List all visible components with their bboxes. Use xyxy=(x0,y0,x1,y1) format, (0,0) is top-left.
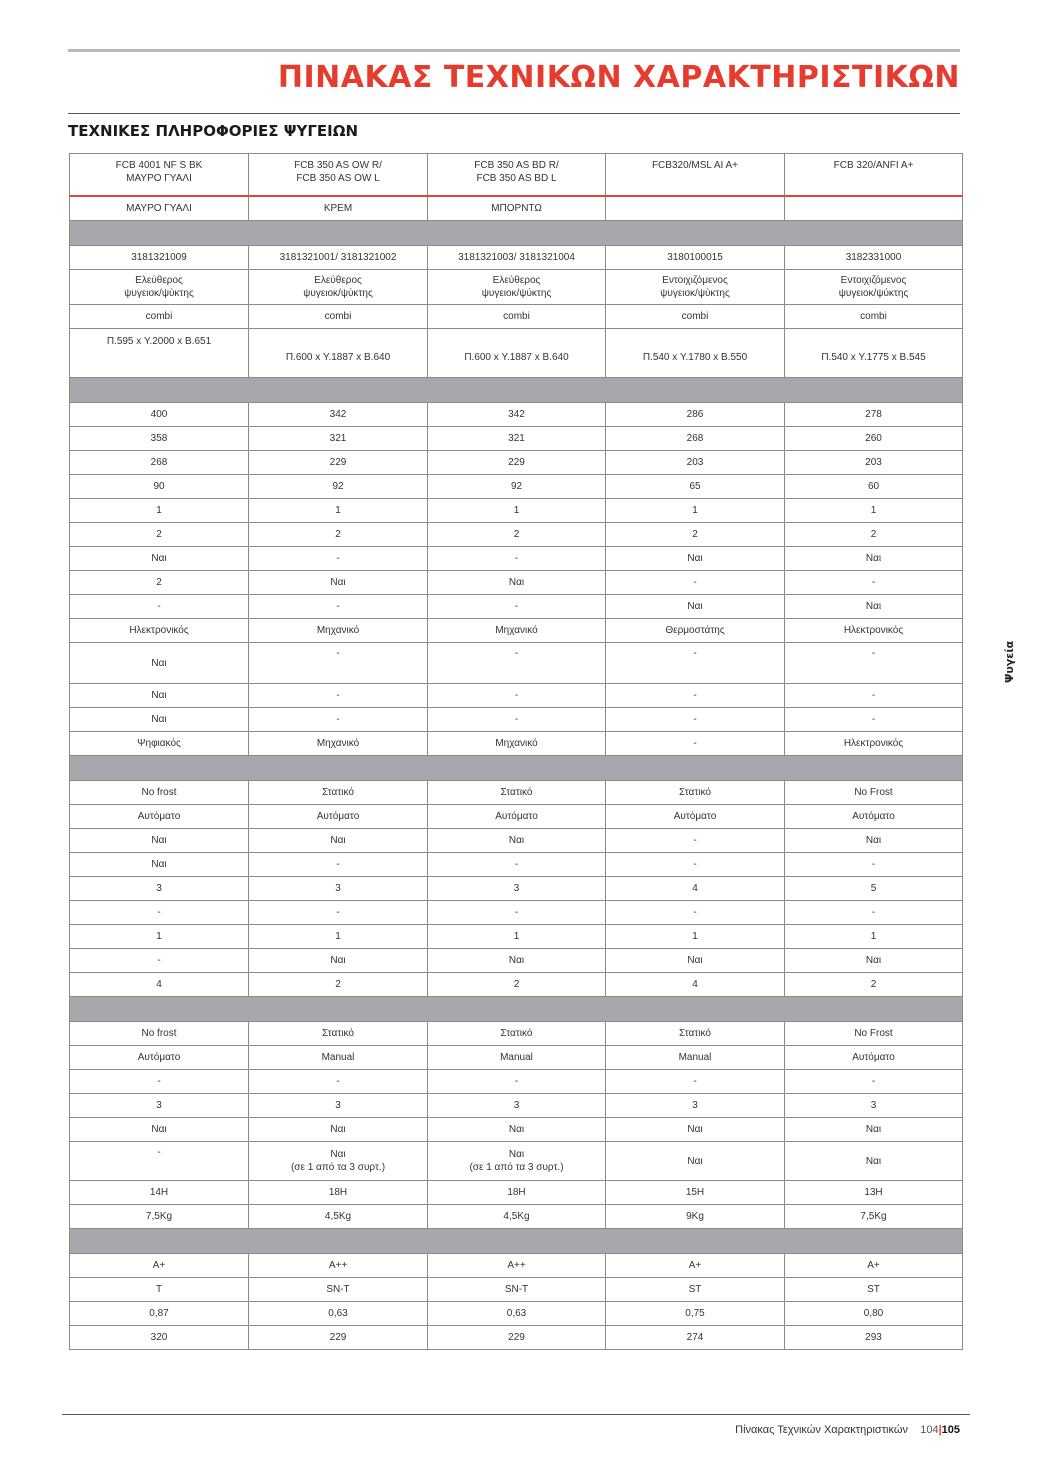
table-cell: 7,5Kg xyxy=(70,1205,249,1229)
table-cell: 321 xyxy=(428,427,606,451)
table-cell: - xyxy=(70,595,249,619)
table-cell: Ναι xyxy=(249,829,428,853)
table-cell: 65 xyxy=(606,475,785,499)
table-cell: - xyxy=(428,1070,606,1094)
table-cell: 3 xyxy=(70,1094,249,1118)
table-cell: 2 xyxy=(785,523,963,547)
table-cell: 3181321001/ 3181321002 xyxy=(249,246,428,270)
table-cell: 1 xyxy=(606,499,785,523)
table-cell: Ναι xyxy=(249,571,428,595)
table-row xyxy=(70,547,963,571)
top-rule xyxy=(68,49,960,52)
table-cell: Ναι xyxy=(70,1118,249,1142)
table-row xyxy=(70,1181,963,1205)
table-row xyxy=(70,949,963,973)
table-row xyxy=(70,1046,963,1070)
table-cell: A+ xyxy=(606,1254,785,1278)
table-row xyxy=(70,1070,963,1094)
table-cell: Μηχανικό xyxy=(249,619,428,643)
table-cell: 3 xyxy=(428,877,606,901)
table-cell: - xyxy=(606,684,785,708)
table-cell xyxy=(606,196,785,221)
table-row xyxy=(70,925,963,949)
table-row xyxy=(70,1278,963,1302)
table-row xyxy=(70,270,963,305)
table-cell: combi xyxy=(70,305,249,329)
table-cell: No Frost xyxy=(785,781,963,805)
table-cell: 2 xyxy=(606,523,785,547)
table-cell: 0,63 xyxy=(428,1302,606,1326)
table-cell: Ναι (σε 1 από τα 3 συρτ.) xyxy=(249,1142,428,1181)
table-cell: Ψηφιακός xyxy=(70,732,249,756)
table-cell: 18H xyxy=(249,1181,428,1205)
table-row xyxy=(70,829,963,853)
page-separator: | xyxy=(938,1424,942,1436)
table-cell: Ναι xyxy=(785,1142,963,1181)
table-cell: 1 xyxy=(249,499,428,523)
section-separator xyxy=(70,221,963,246)
table-cell: Π.540 x Υ.1775 x Β.545 xyxy=(785,329,963,378)
table-cell: 1 xyxy=(70,925,249,949)
table-cell: Αυτόματο xyxy=(785,805,963,829)
table-row xyxy=(70,1326,963,1350)
table-cell: Ναι xyxy=(606,547,785,571)
table-cell xyxy=(785,196,963,221)
table-cell: Αυτόματο xyxy=(785,1046,963,1070)
table-cell: - xyxy=(606,829,785,853)
table-cell: 2 xyxy=(70,523,249,547)
table-cell: 1 xyxy=(428,925,606,949)
table-row xyxy=(70,901,963,925)
table-row xyxy=(70,1022,963,1046)
table-cell: 14H xyxy=(70,1181,249,1205)
table-cell: ΜΑΥΡΟ ΓΥΑΛΙ xyxy=(70,196,249,221)
table-cell: - xyxy=(428,547,606,571)
table-cell: 260 xyxy=(785,427,963,451)
table-cell: 229 xyxy=(249,451,428,475)
table-row xyxy=(70,708,963,732)
table-cell: Ναι xyxy=(606,949,785,973)
table-cell: Ναι xyxy=(428,949,606,973)
table-cell: Ναι xyxy=(606,595,785,619)
section-separator xyxy=(70,756,963,781)
table-cell: 60 xyxy=(785,475,963,499)
table-cell: Μηχανικό xyxy=(428,619,606,643)
table-cell: 342 xyxy=(428,403,606,427)
table-cell: No frost xyxy=(70,1022,249,1046)
title-rule xyxy=(68,113,960,114)
table-cell: Π.540 x Υ.1780 x Β.550 xyxy=(606,329,785,378)
table-cell: 2 xyxy=(249,523,428,547)
table-row xyxy=(70,1302,963,1326)
table-cell: Ναι xyxy=(70,829,249,853)
table-cell: - xyxy=(249,547,428,571)
model-header-cell: FCB 4001 NF S BK ΜΑΥΡΟ ΓΥΑΛΙ xyxy=(70,154,249,197)
table-cell: 293 xyxy=(785,1326,963,1350)
table-cell: 92 xyxy=(428,475,606,499)
table-cell: 400 xyxy=(70,403,249,427)
model-header-cell: FCB 320/ANFI A+ xyxy=(785,154,963,197)
table-cell: 3181321009 xyxy=(70,246,249,270)
table-cell: combi xyxy=(785,305,963,329)
table-cell: 1 xyxy=(785,499,963,523)
table-cell: 2 xyxy=(428,973,606,997)
section-separator-row xyxy=(70,756,963,781)
table-cell: 3181321003/ 3181321004 xyxy=(428,246,606,270)
table-cell: SN-T xyxy=(249,1278,428,1302)
table-cell: 1 xyxy=(428,499,606,523)
table-cell: Ναι xyxy=(606,1142,785,1181)
table-cell: - xyxy=(606,571,785,595)
table-cell: - xyxy=(428,708,606,732)
table-cell: No frost xyxy=(70,781,249,805)
table-cell: - xyxy=(785,901,963,925)
table-row xyxy=(70,877,963,901)
table-cell: Στατικό xyxy=(606,1022,785,1046)
table-row xyxy=(70,246,963,270)
table-row xyxy=(70,805,963,829)
footer-rule xyxy=(62,1414,970,1415)
table-cell: 7,5Kg xyxy=(785,1205,963,1229)
table-cell: Αυτόματο xyxy=(70,805,249,829)
table-cell: Ναι xyxy=(249,1118,428,1142)
table-cell: Π.595 x Υ.2000 x Β.651 xyxy=(70,329,249,378)
table-cell: Ναι (σε 1 από τα 3 συρτ.) xyxy=(428,1142,606,1181)
table-cell: A++ xyxy=(428,1254,606,1278)
table-cell: - xyxy=(428,643,606,684)
table-cell: Στατικό xyxy=(249,1022,428,1046)
table-cell: 92 xyxy=(249,475,428,499)
table-cell: Ναι xyxy=(70,708,249,732)
table-cell: Ηλεκτρονικός xyxy=(785,619,963,643)
spec-table xyxy=(69,153,963,1350)
table-cell: Ναι xyxy=(785,949,963,973)
table-cell: - xyxy=(428,595,606,619)
table-cell: 278 xyxy=(785,403,963,427)
table-cell: Θερμοστάτης xyxy=(606,619,785,643)
table-cell: - xyxy=(249,643,428,684)
table-cell: Μηχανικό xyxy=(249,732,428,756)
table-cell: 3 xyxy=(785,1094,963,1118)
table-cell: - xyxy=(249,853,428,877)
table-cell: Ηλεκτρονικός xyxy=(785,732,963,756)
table-cell: 4,5Kg xyxy=(428,1205,606,1229)
table-cell: 1 xyxy=(249,925,428,949)
table-cell: Ελεύθερος ψυγειοκ/ψύκτης xyxy=(70,270,249,305)
table-cell: No Frost xyxy=(785,1022,963,1046)
table-cell: 342 xyxy=(249,403,428,427)
table-cell: 229 xyxy=(249,1326,428,1350)
section-separator-row xyxy=(70,221,963,246)
table-row xyxy=(70,571,963,595)
model-header-cell: FCB 350 AS BD R/ FCB 350 AS BD L xyxy=(428,154,606,197)
table-row xyxy=(70,523,963,547)
table-cell: - xyxy=(606,732,785,756)
table-row xyxy=(70,451,963,475)
page-title: ΠΙΝΑΚΑΣ ΤΕΧΝΙΚΩΝ ΧΑΡΑΚΤΗΡΙΣΤΙΚΩΝ xyxy=(277,60,960,95)
table-row xyxy=(70,1205,963,1229)
page-footer xyxy=(735,1424,960,1436)
table-cell: 1 xyxy=(70,499,249,523)
table-cell: Ναι xyxy=(428,1118,606,1142)
table-cell: - xyxy=(606,901,785,925)
table-row xyxy=(70,1254,963,1278)
table-cell: Manual xyxy=(428,1046,606,1070)
table-cell: Π.600 x Υ.1887 x Β.640 xyxy=(249,329,428,378)
table-cell: - xyxy=(785,708,963,732)
footer-title: Πίνακας Τεχνικών Χαρακτηριστικών xyxy=(735,1424,908,1436)
table-cell: 4 xyxy=(70,973,249,997)
table-cell: - xyxy=(606,1070,785,1094)
table-cell: Ναι xyxy=(606,1118,785,1142)
table-row xyxy=(70,427,963,451)
page-number-left: 104 xyxy=(920,1424,939,1436)
table-cell: Μηχανικό xyxy=(428,732,606,756)
section-separator-row xyxy=(70,997,963,1022)
table-row xyxy=(70,732,963,756)
table-row xyxy=(70,1094,963,1118)
table-cell: - xyxy=(606,708,785,732)
side-section-label: Ψυγεία xyxy=(1003,640,1016,683)
table-row xyxy=(70,475,963,499)
table-header-row xyxy=(70,154,963,197)
table-cell: Στατικό xyxy=(428,781,606,805)
table-cell: Ελεύθερος ψυγειοκ/ψύκτης xyxy=(428,270,606,305)
section-subtitle: ΤΕΧΝΙΚΕΣ ΠΛΗΡΟΦΟΡΙΕΣ ΨΥΓΕΙΩΝ xyxy=(68,122,359,140)
table-cell: 320 xyxy=(70,1326,249,1350)
table-cell: 3 xyxy=(249,877,428,901)
table-row xyxy=(70,403,963,427)
table-row xyxy=(70,305,963,329)
section-separator-row xyxy=(70,378,963,403)
table-cell: ST xyxy=(785,1278,963,1302)
table-cell: 2 xyxy=(428,523,606,547)
table-cell: 203 xyxy=(785,451,963,475)
table-row xyxy=(70,329,963,378)
table-cell: - xyxy=(249,901,428,925)
table-cell: - xyxy=(785,643,963,684)
table-cell: 3 xyxy=(70,877,249,901)
table-cell: Ναι xyxy=(70,853,249,877)
table-cell: 3 xyxy=(428,1094,606,1118)
table-cell: - xyxy=(785,853,963,877)
table-cell: 268 xyxy=(606,427,785,451)
table-cell: Ναι xyxy=(785,829,963,853)
table-cell: combi xyxy=(249,305,428,329)
table-row xyxy=(70,595,963,619)
table-cell: A+ xyxy=(785,1254,963,1278)
section-separator xyxy=(70,997,963,1022)
section-separator xyxy=(70,1229,963,1254)
table-cell: - xyxy=(785,684,963,708)
table-cell: 0,87 xyxy=(70,1302,249,1326)
table-cell: 90 xyxy=(70,475,249,499)
page-number-right: 105 xyxy=(941,1424,960,1436)
table-row xyxy=(70,196,963,221)
model-header-cell: FCB320/MSL AI A+ xyxy=(606,154,785,197)
table-cell: ΚΡΕΜ xyxy=(249,196,428,221)
table-cell: 13H xyxy=(785,1181,963,1205)
table-cell: 2 xyxy=(785,973,963,997)
table-cell: 358 xyxy=(70,427,249,451)
table-cell: - xyxy=(606,643,785,684)
table-cell: 203 xyxy=(606,451,785,475)
table-cell: 3182331000 xyxy=(785,246,963,270)
table-cell: 0,75 xyxy=(606,1302,785,1326)
table-cell: Στατικό xyxy=(249,781,428,805)
table-cell: Ναι xyxy=(428,829,606,853)
table-cell: - xyxy=(249,1070,428,1094)
table-cell: 229 xyxy=(428,451,606,475)
table-cell: Ναι xyxy=(785,547,963,571)
table-cell: - xyxy=(428,901,606,925)
table-cell: 3 xyxy=(606,1094,785,1118)
table-cell: ST xyxy=(606,1278,785,1302)
table-cell: 3 xyxy=(249,1094,428,1118)
table-cell: 2 xyxy=(70,571,249,595)
table-cell: Αυτόματο xyxy=(428,805,606,829)
table-cell: T xyxy=(70,1278,249,1302)
table-cell: Αυτόματο xyxy=(70,1046,249,1070)
table-cell: 18H xyxy=(428,1181,606,1205)
table-cell: 274 xyxy=(606,1326,785,1350)
table-cell: - xyxy=(70,1142,249,1181)
table-cell: Ναι xyxy=(785,595,963,619)
table-cell: combi xyxy=(606,305,785,329)
table-cell: Στατικό xyxy=(428,1022,606,1046)
table-cell: Αυτόματο xyxy=(249,805,428,829)
table-cell: Ηλεκτρονικός xyxy=(70,619,249,643)
table-cell: - xyxy=(785,571,963,595)
table-row xyxy=(70,973,963,997)
table-cell: Ναι xyxy=(70,643,249,684)
table-row xyxy=(70,499,963,523)
table-row xyxy=(70,684,963,708)
table-cell: - xyxy=(70,901,249,925)
table-cell: Ναι xyxy=(249,949,428,973)
table-cell: 15H xyxy=(606,1181,785,1205)
table-cell: A+ xyxy=(70,1254,249,1278)
table-cell: 268 xyxy=(70,451,249,475)
table-row xyxy=(70,1142,963,1181)
table-cell: Ναι xyxy=(428,571,606,595)
table-cell: Ελεύθερος ψυγειοκ/ψύκτης xyxy=(249,270,428,305)
section-separator-row xyxy=(70,1229,963,1254)
table-cell: 3180100015 xyxy=(606,246,785,270)
table-row xyxy=(70,853,963,877)
table-cell: - xyxy=(428,684,606,708)
table-cell: - xyxy=(428,853,606,877)
table-cell: 286 xyxy=(606,403,785,427)
table-cell: 9Kg xyxy=(606,1205,785,1229)
table-cell: Ναι xyxy=(785,1118,963,1142)
table-cell: combi xyxy=(428,305,606,329)
table-cell: - xyxy=(785,1070,963,1094)
table-cell: SN-T xyxy=(428,1278,606,1302)
model-header-cell: FCB 350 AS OW R/ FCB 350 AS OW L xyxy=(249,154,428,197)
table-cell: - xyxy=(70,1070,249,1094)
table-row xyxy=(70,1118,963,1142)
table-cell: - xyxy=(70,949,249,973)
table-cell: - xyxy=(249,708,428,732)
table-cell: Εντοιχιζόμενος ψυγειοκ/ψύκτης xyxy=(785,270,963,305)
table-cell: Π.600 x Υ.1887 x Β.640 xyxy=(428,329,606,378)
table-cell: 0,63 xyxy=(249,1302,428,1326)
table-row xyxy=(70,619,963,643)
section-separator xyxy=(70,378,963,403)
table-cell: - xyxy=(249,684,428,708)
table-row xyxy=(70,643,963,684)
table-cell: 4 xyxy=(606,973,785,997)
table-cell: Manual xyxy=(249,1046,428,1070)
table-cell: - xyxy=(249,595,428,619)
table-cell: Ναι xyxy=(70,547,249,571)
table-cell: 0,80 xyxy=(785,1302,963,1326)
table-row xyxy=(70,781,963,805)
table-cell: 4,5Kg xyxy=(249,1205,428,1229)
table-cell: 1 xyxy=(606,925,785,949)
table-cell: A++ xyxy=(249,1254,428,1278)
table-cell: Στατικό xyxy=(606,781,785,805)
table-cell: 229 xyxy=(428,1326,606,1350)
table-cell: ΜΠΟΡΝΤΩ xyxy=(428,196,606,221)
table-cell: 1 xyxy=(785,925,963,949)
table-cell: 4 xyxy=(606,877,785,901)
table-cell: 5 xyxy=(785,877,963,901)
table-cell: 2 xyxy=(249,973,428,997)
table-cell: Ναι xyxy=(70,684,249,708)
table-cell: - xyxy=(606,853,785,877)
table-cell: Εντοιχιζόμενος ψυγειοκ/ψύκτης xyxy=(606,270,785,305)
table-cell: Manual xyxy=(606,1046,785,1070)
table-cell: Αυτόματο xyxy=(606,805,785,829)
table-cell: 321 xyxy=(249,427,428,451)
